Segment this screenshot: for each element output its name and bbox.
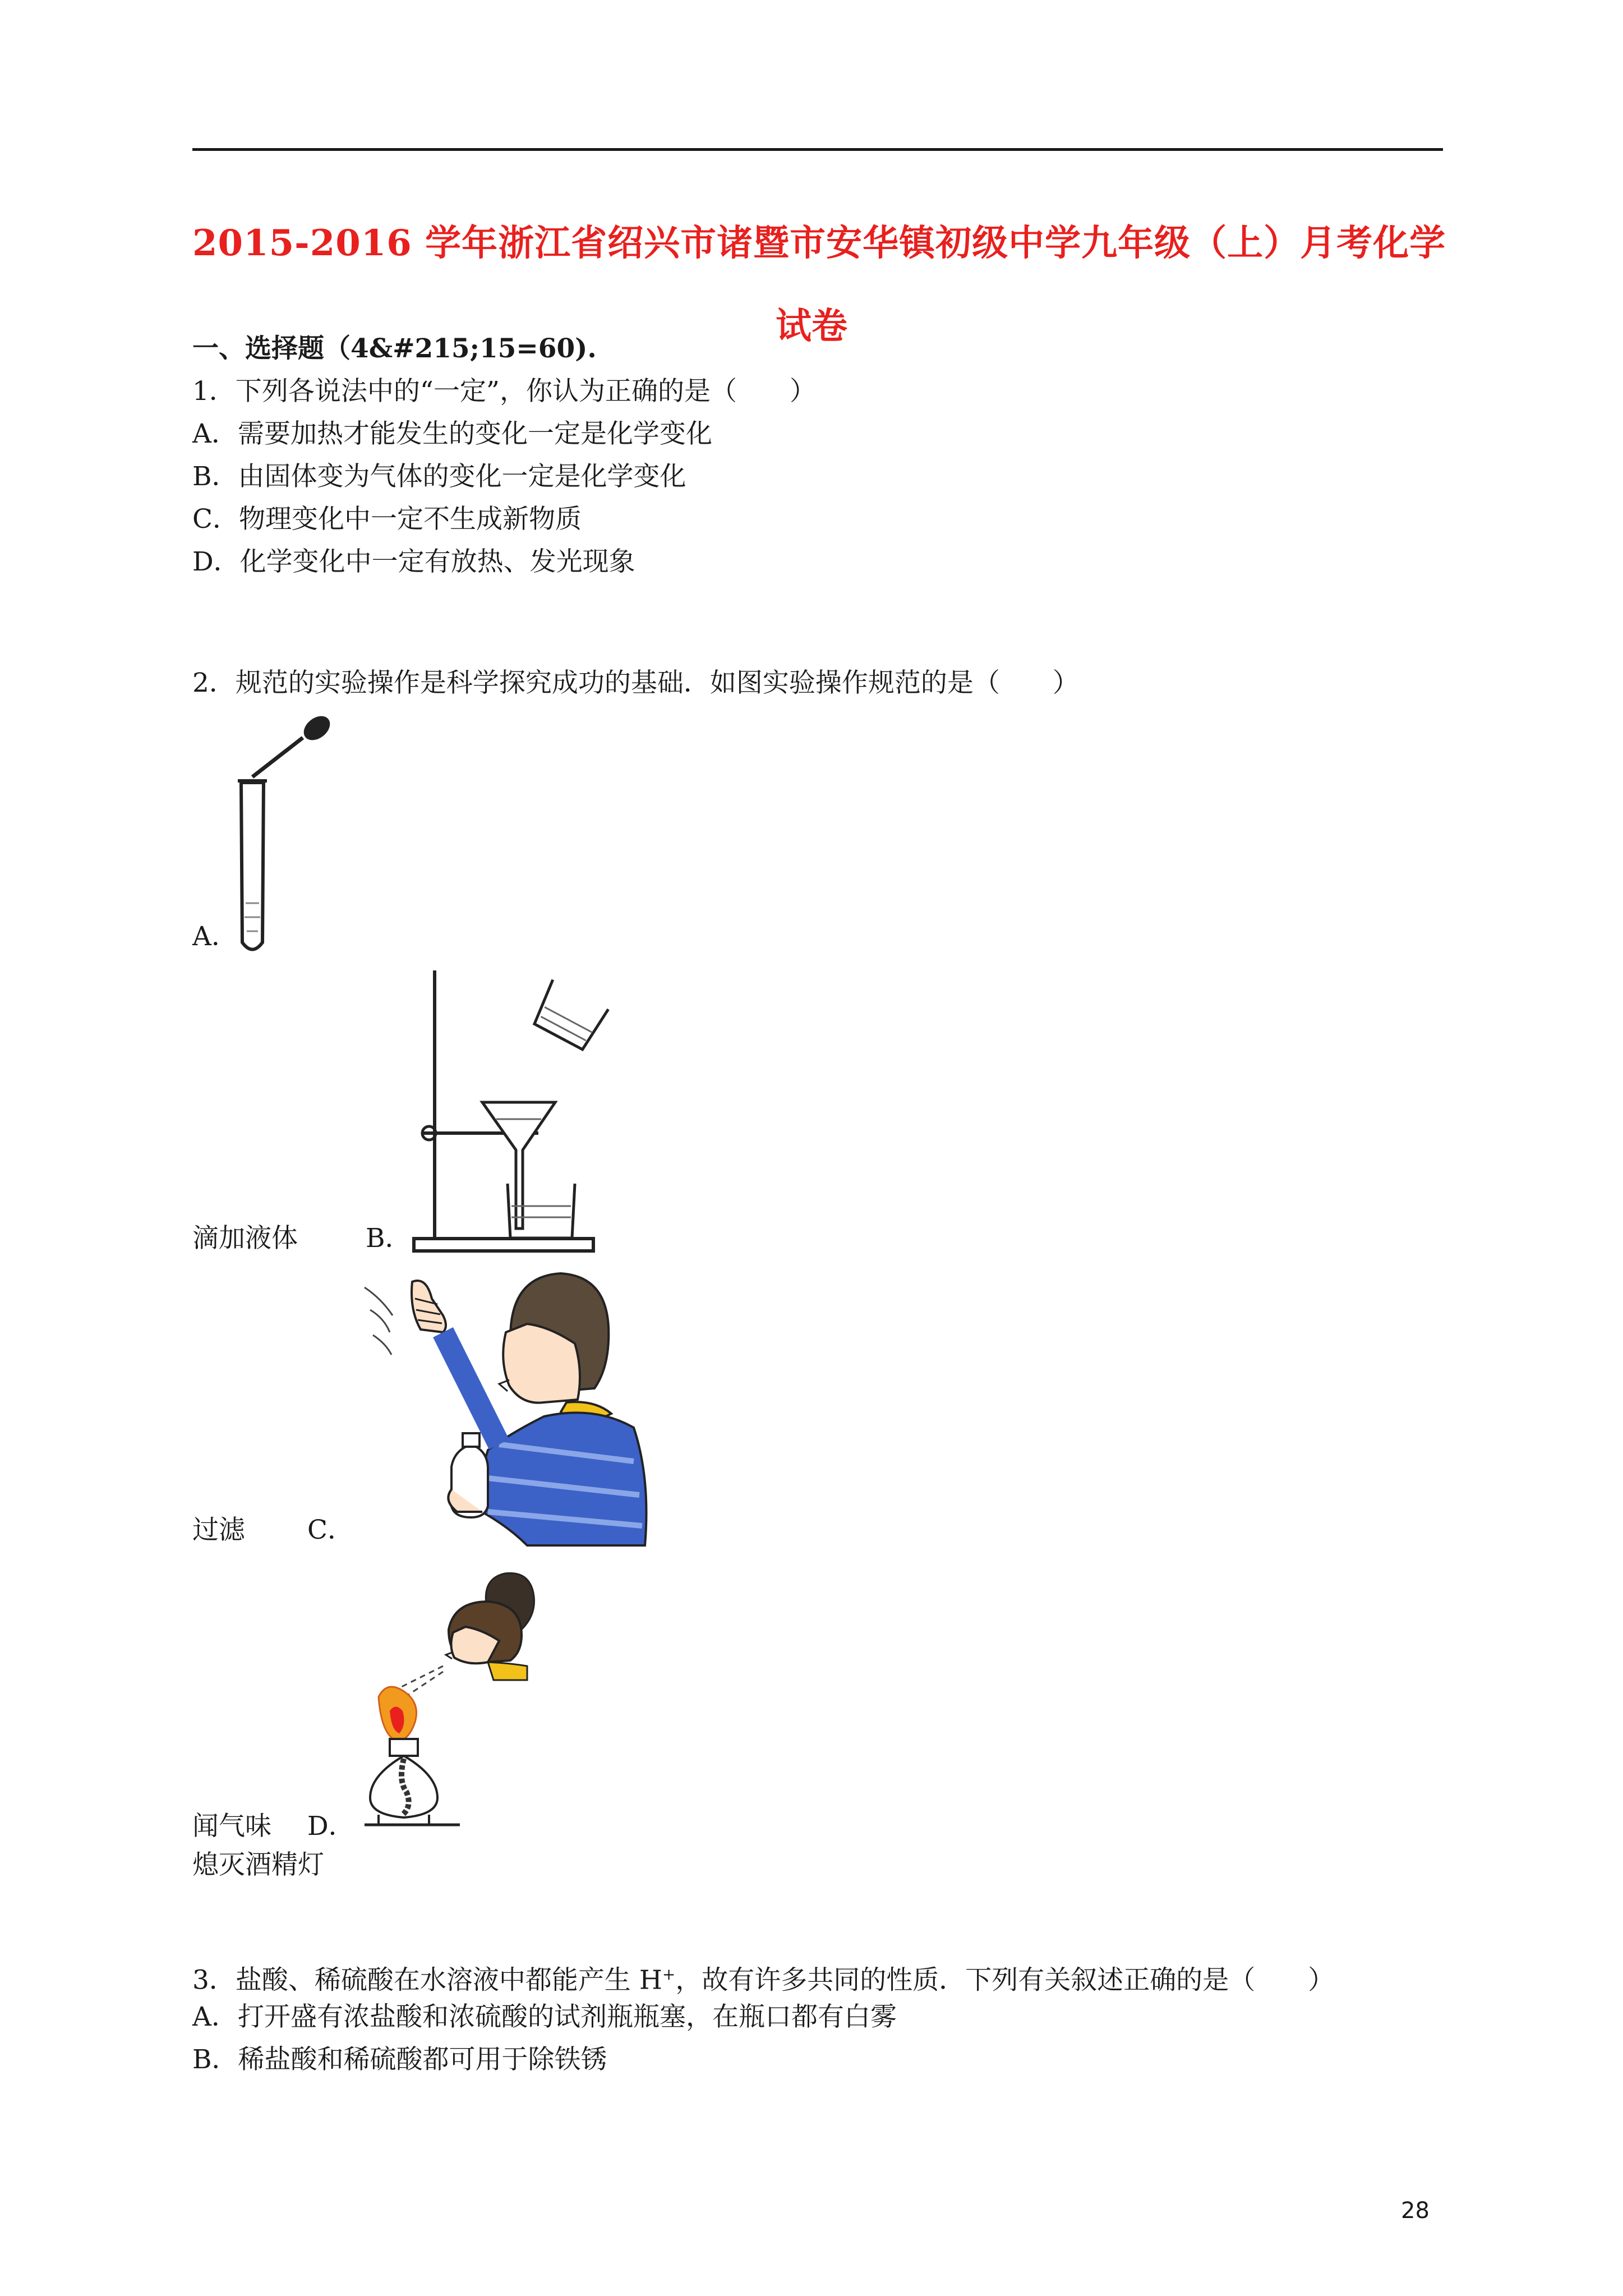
q1-option-a: A．需要加热才能发生的变化一定是化学变化 xyxy=(192,418,712,449)
q2-caption-c: 闻气味 xyxy=(192,1811,271,1842)
q3-stem: 3．盐酸、稀硫酸在水溶液中都能产生 H+，故有许多共同的性质．下列有关叙述正确的是（ ） xyxy=(192,1964,1335,1996)
q2-stem: 2．规范的实验操作是科学探究成功的基础．如图实验操作规范的是（ ） xyxy=(192,668,1079,698)
q3-option-a: A．打开盛有浓盐酸和浓硫酸的试剂瓶瓶塞，在瓶口都有白雾 xyxy=(192,2001,897,2032)
q3-superscript: + xyxy=(662,1965,676,1984)
q2-label-b: B． xyxy=(366,1223,412,1254)
q2-label-a: A． xyxy=(192,921,238,952)
filtration-apparatus-figure xyxy=(404,965,628,1257)
page-title-line2: 试卷 xyxy=(776,305,847,347)
extinguish-lamp-figure xyxy=(359,1568,550,1843)
q1-option-d: D．化学变化中一定有放热、发光现象 xyxy=(192,546,635,577)
q1-option-c: C．物理变化中一定不生成新物质 xyxy=(192,504,582,535)
section-heading: 一、选择题（4&#215;15=60). xyxy=(192,333,597,364)
q2-caption-b: 过滤 xyxy=(192,1515,245,1545)
q1-stem: 1．下列各说法中的“一定”，你认为正确的是（ ） xyxy=(192,376,816,407)
q2-label-c: C． xyxy=(307,1515,354,1545)
header-rule xyxy=(192,148,1443,151)
q2-label-d: D． xyxy=(307,1811,355,1842)
q2-caption-a: 滴加液体 xyxy=(192,1223,298,1254)
q1-option-b: B．由固体变为气体的变化一定是化学变化 xyxy=(192,461,686,492)
page-title-line1: 2015-2016 学年浙江省绍兴市诸暨市安华镇初级中学九年级（上）月考化学 xyxy=(192,222,1446,264)
test-tube-dropper-figure xyxy=(230,712,342,959)
q2-caption-d: 熄灭酒精灯 xyxy=(192,1849,324,1880)
q3-option-b: B．稀盐酸和稀硫酸都可用于除铁锈 xyxy=(192,2044,607,2075)
page-number: 28 xyxy=(1401,2198,1430,2224)
smelling-gas-figure xyxy=(359,1265,651,1557)
